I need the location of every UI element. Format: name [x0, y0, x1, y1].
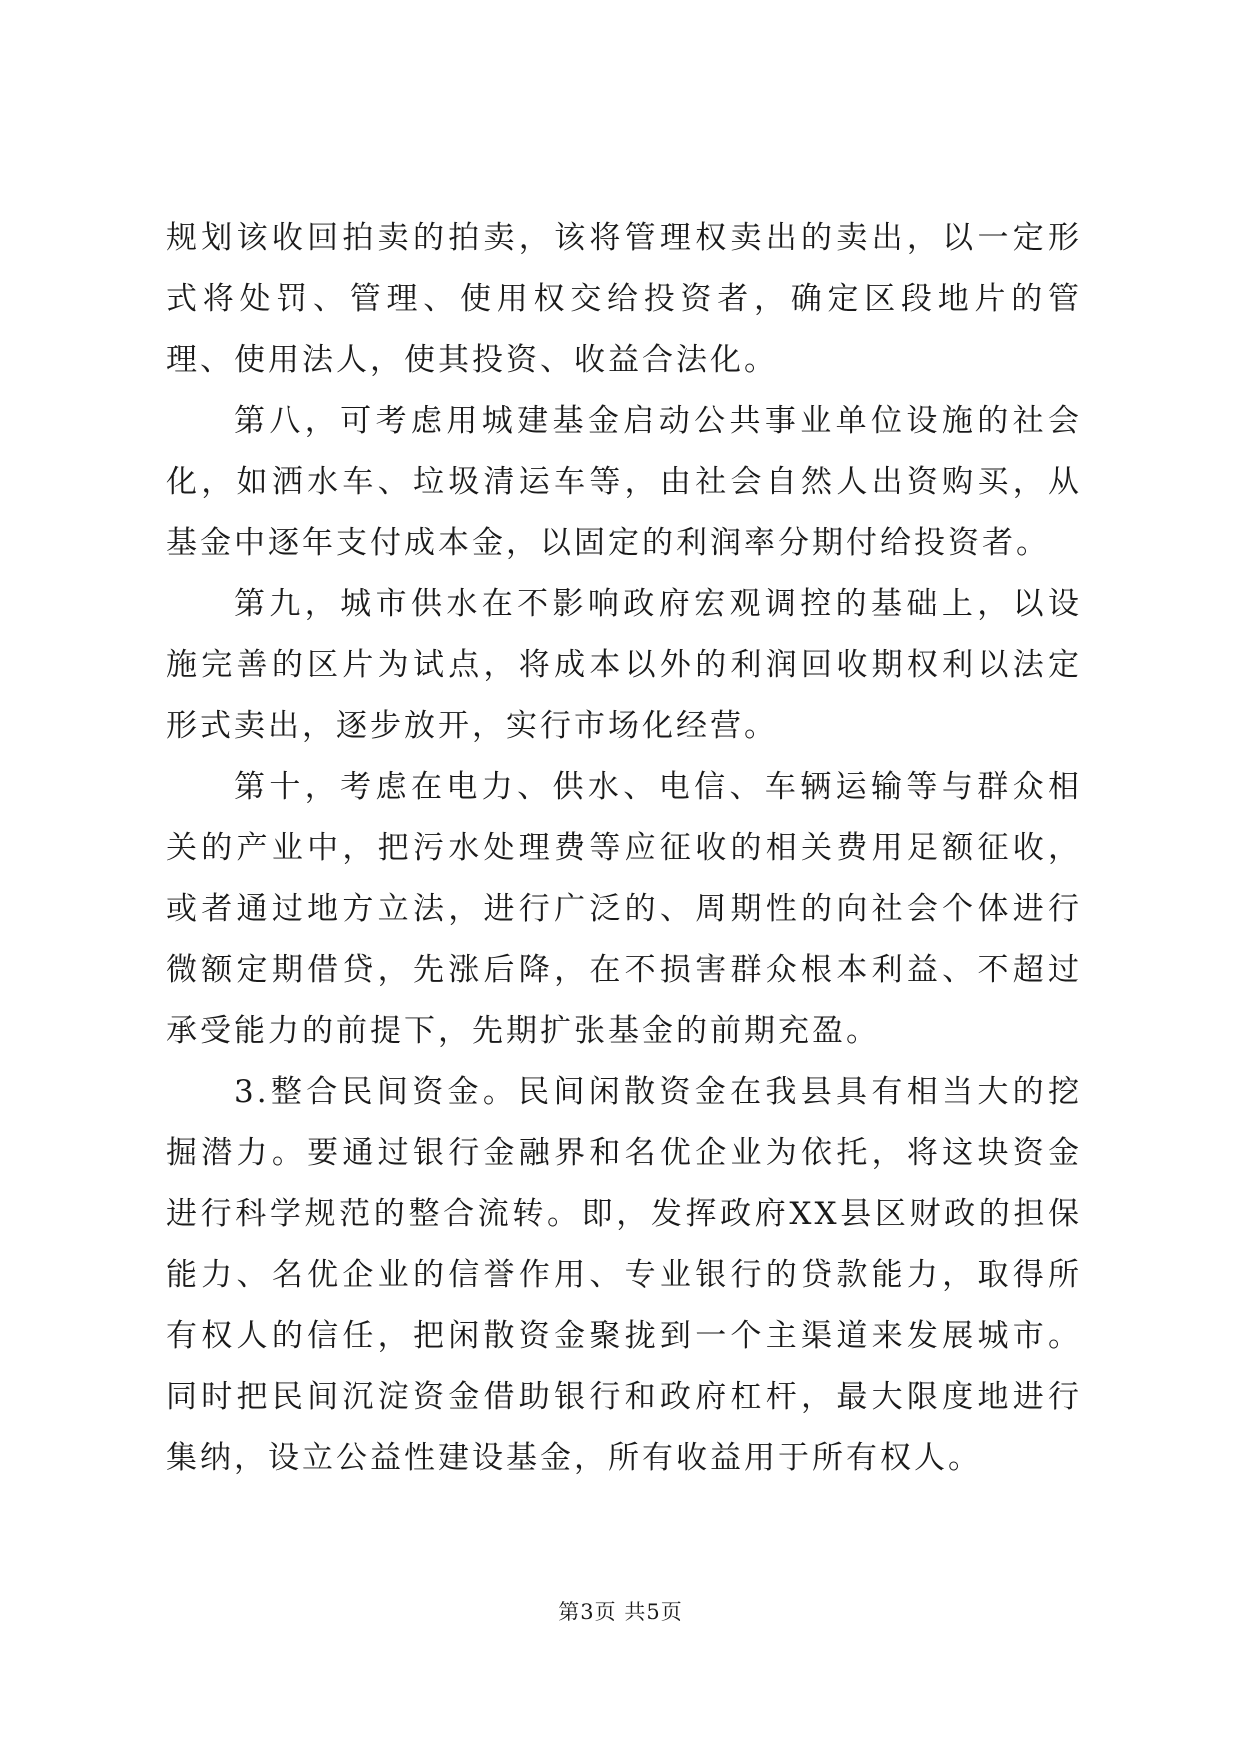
document-body — [166, 208, 1082, 1489]
paragraph-continuation: 规划该收回拍卖的拍卖，该将管理权卖出的卖出，以一定形式将处罚、管理、使用权交给投资者，确定区段地片的管理、使用法人，使其投资、收益合法化。 — [166, 220, 1082, 378]
page-number-footer: 第3页 共5页 — [558, 1600, 683, 1624]
paragraph-item-8: 第八，可考虑用城建基金启动公共事业单位设施的社会化，如洒水车、垃圾清运车等，由社会自然人出资购买，从基金中逐年支付成本金，以固定的利润率分期付给投资者。 — [166, 403, 1082, 561]
paragraph-item-9: 第九，城市供水在不影响政府宏观调控的基础上，以设施完善的区片为试点，将成本以外的利润回收期权利以法定形式卖出，逐步放开，实行市场化经营。 — [166, 586, 1082, 744]
paragraph-section-3: 3.整合民间资金。民间闲散资金在我县具有相当大的挖掘潜力。要通过银行金融界和名优企业为依托，将这块资金进行科学规范的整合流转。即，发挥政府XX县区财政的担保能力、名优企业的信誉作用、专业银行的贷款能力，取得所有权人的信任，把闲散资金聚拢到一个主渠道来发展城市。同时把民间沉淀资金借助银行和政府杠杆，最大限度地进行集纳，设立公益性建设基金，所有收益用于所有权人。 — [166, 1074, 1082, 1476]
paragraph-item-10: 第十，考虑在电力、供水、电信、车辆运输等与群众相关的产业中，把污水处理费等应征收的相关费用足额征收，或者通过地方立法，进行广泛的、周期性的向社会个体进行微额定期借贷，先涨后降，在不损害群众根本利益、不超过承受能力的前提下，先期扩张基金的前期充盈。 — [166, 769, 1082, 1049]
